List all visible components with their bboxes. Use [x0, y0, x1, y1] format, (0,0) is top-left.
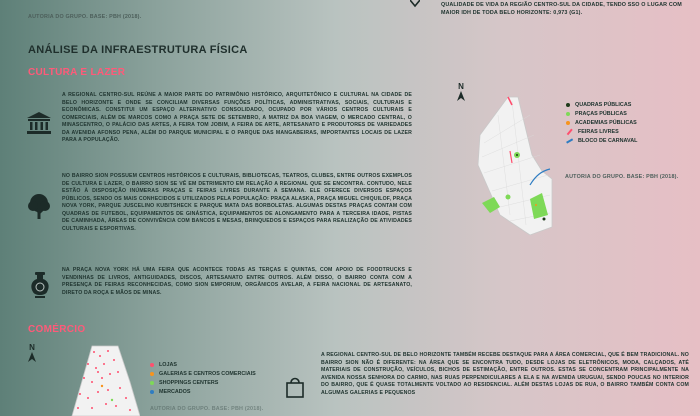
paragraph-regional: A REGIONAL CENTRO-SUL REÚNE A MAIOR PARTE DO PATRIMÔNIO HISTÓRICO, ARQUITETÔNICO E CULTURAL NA CIDADE DE BELO HORIZONTE E ONDE SE CONCILIAM DIVERSAS FUNÇÕES POLÍTICAS, ADMINISTRATIVAS, SOCIAIS, CULTURAIS E ECONÔMICAS. CONSTITUI UM ESPAÇO ALTERNATIVO CONSOLIDADO, OCUPADO POR VÁRIOS CENTROS CULTURAIS E COMERCIAIS, ALÉM DE MARCOS COMO A PRAÇA SETE DE SETEMBRO, A MATRIZ DA BOA VIAGEM, O MERCADO CENTRAL, O MINASCENTRO, O PALÁCIO DAS ARTES, A FEIRA TOM JOBIM, A FEIRA DE ARTE, ARTESANATO E PRODUTORES DE VARIEDADES DA AVENIDA AFONSO PENA, ALÉM DO PARQUE MUNICIPAL E O PARQUE DAS MANGABEIRAS, IMPORTANTES LOCAIS DE LAZER PARA A POPULAÇÃO.	[62, 92, 412, 144]
partial-graphic	[410, 0, 420, 8]
section-title: ANÁLISE DA INFRAESTRUTURA FÍSICA	[28, 44, 248, 56]
paragraph-sion: NO BAIRRO SION POSSUEM CENTROS HISTÓRICOS E CULTURAIS, BIBLIOTECAS, TEATROS, CLUBES, ENTRE OUTROS EXEMPLOS DE CULTURA E LAZER, O BAIRRO SION SE VÊ EM DETRIMENTO EM RELAÇÃO A REGIONAL QUE SE ENCONTRA. CONTUDO, NELE ESTÃO À DISPOSIÇÃO INÚMERAS PRAÇAS E FEIRAS LIVRES DURANTE A SEMANA. ELE OFERECE DIVERSOS ESPAÇOS PÚBLICOS, SENDO OS MAIS CONHECIDOS E UTILIZADOS PELA POPULAÇÃO: PRAÇA ALASKA, PRAÇA MIGUEL CHIQUILOF, PRAÇA NOVA YORK, PARQUE JUSCELINO KUBITSHECK E PARQUE MATA DAS BORBOLETAS. ALGUMAS DESTAS PRAÇAS CONTAM COM QUADRAS DE FUTEBOL, EQUIPAMENTOS DE GINÁSTICA, EQUIPAMENTOS DE ALONGAMENTO PARA A TERCEIRA IDADE, PISTAS DE CAMINHADA, ÁREAS DE CONVIVÊNCIA COM BANCOS E MESAS, BRINQUEDOS E ESPAÇOS PARA REALIZAÇÃO DE ATIVIDADES CULTURAIS E ESPORTIVAS.	[62, 173, 412, 232]
map-cultura-lazer	[470, 95, 560, 235]
north-arrow-2: N	[28, 343, 36, 362]
legend-carnaval: BLOCO DE CARNAVAL	[566, 138, 637, 144]
legend-lojas: LOJAS	[150, 362, 256, 368]
north-arrow: N	[457, 82, 465, 101]
paragraph-comercio: A REGIONAL CENTRO-SUL DE BELO HORIZONTE TAMBÉM RECEBE DESTAQUE PARA A ÁREA COMERCIAL, QUE É BEM TRADICIONAL. NO BAIRRO SION NÃO É DIFERENTE: NA ÁREA QUE SE ENCONTRA TUDO, DESDE LOJAS DE ELETRÔNICOS, MODA, CALÇADOS, ATÉ MATERIAIS DE CONSTRUÇÃO, VEÍCULOS, BICHOS DE ESTIMAÇÃO, ENTRE OUTROS. ESTAS SE CONCENTRAM PRINCIPALMENTE NA AVENIDA NOSSA SENHORA DO CARMO, NAS RUAS PERPENDICULARES A ELA E NA AVENIDA URUGUAI, SENDO POUCAS NO INTERIOR DO BAIRRO, QUE É QUASE TOTALMENTE VOLTADO AO RESIDENCIAL. ALÉM DESTAS LOJAS DE RUA, O BAIRRO TAMBÉM CONTA COM ALGUMAS GALERIAS E PEQUENOS	[321, 352, 689, 396]
map1-source-caption: AUTORIA DO GRUPO. BASE: PBH (2018).	[565, 174, 679, 180]
legend-academias: ACADEMIAS PÚBLICAS	[566, 120, 637, 126]
map-comercio	[58, 342, 140, 416]
top-source-caption: AUTORIA DO GRUPO. BASE: PBH (2018).	[28, 14, 142, 20]
idh-text: QUALIDADE DE VIDA DA REGIÃO CENTRO-SUL DA CIDADE, TENDO SSO O LUGAR COM MAIOR IDH DE TODA BELO HORIZONTE: 0,973 (G1).	[441, 2, 682, 16]
legend-pracas: PRAÇAS PÚBLICAS	[566, 111, 637, 117]
legend-quadras: QUADRAS PÚBLICAS	[566, 102, 637, 108]
museum-icon	[26, 111, 52, 135]
map2-legend	[150, 362, 256, 398]
vase-icon	[29, 271, 51, 299]
cultura-lazer-title: CULTURA E LAZER	[28, 67, 126, 78]
legend-galerias: GALERIAS E CENTROS COMERCIAIS	[150, 371, 256, 377]
legend-mercados: MERCADOS	[150, 389, 256, 395]
paragraph-feira: NA PRAÇA NOVA YORK HÁ UMA FEIRA QUE ACONTECE TODAS AS TERÇAS E QUINTAS, COM APOIO DE FOODTRUCKS E VENDINHAS DE LIVROS, ANTIGUIDADES, DISCOS, ARTESANATO ENTRE OUTROS. ALÉM DISSO, O BAIRRO CONTA COM A PRESENÇA DE FEIRAS RECONHECIDAS, COMO SION EMPORIUM, ORGÂNICOS AVELAR, A FEIRA NACIONAL DE ARTESANATO, DIRETO DA ROÇA E MÃOS DE MINAS.	[62, 267, 412, 296]
legend-feiras: FEIRAS LIVRES	[566, 129, 637, 135]
shopping-bag-icon	[285, 376, 305, 398]
legend-shoppings: SHOPPINGS CENTERS	[150, 380, 256, 386]
map1-legend	[566, 102, 637, 147]
comercio-title: COMÉRCIO	[28, 324, 86, 335]
map2-source-caption: AUTORIA DO GRUPO. BASE: PBH (2018).	[150, 406, 264, 412]
tree-icon	[27, 193, 51, 221]
